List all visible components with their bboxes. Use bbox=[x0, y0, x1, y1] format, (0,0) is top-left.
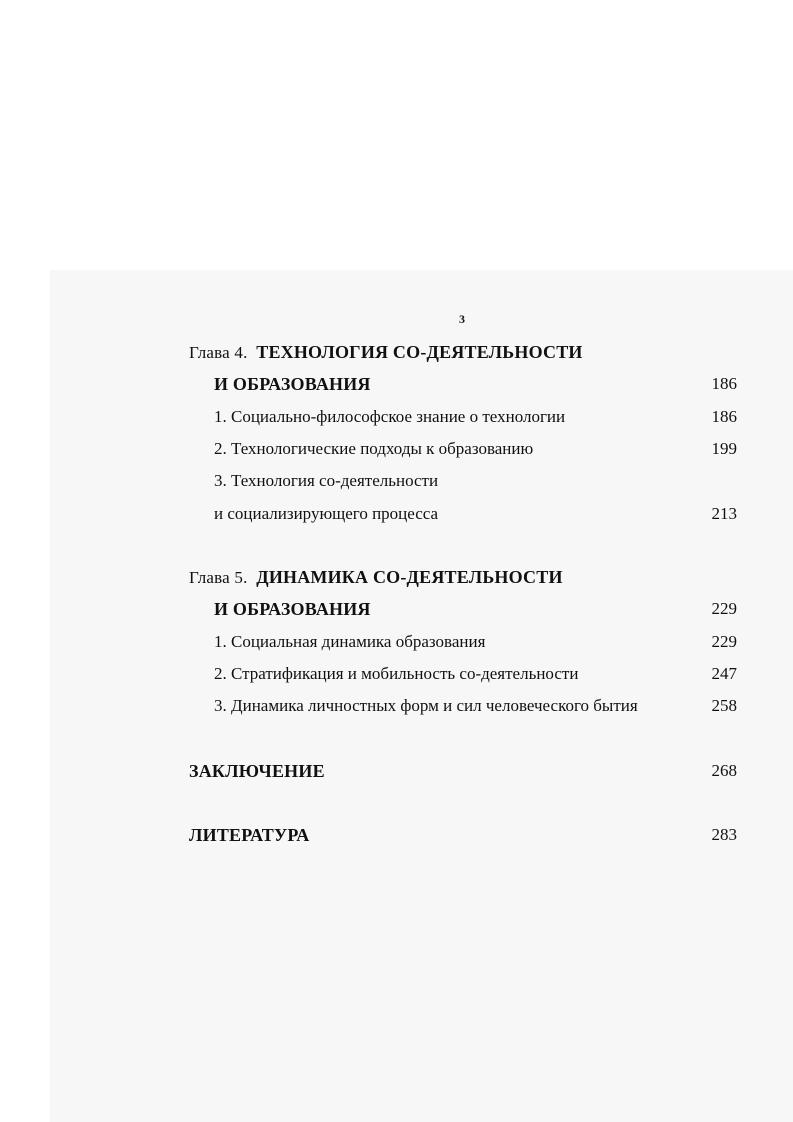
chapter-5-section-2: 2. Стратификация и мобильность со-деятельности bbox=[214, 664, 579, 683]
chapter-4-section-1: 1. Социально-философское знание о технологии bbox=[214, 407, 566, 426]
chapter-5-section-1-page: 229 bbox=[711, 632, 737, 651]
chapter-4-section-1-page: 186 bbox=[711, 407, 737, 426]
chapter-4-title-line2: И ОБРАЗОВАНИЯ bbox=[214, 374, 371, 394]
chapter-5-section-3-page: 258 bbox=[711, 696, 737, 715]
chapter-5-heading bbox=[189, 566, 563, 589]
chapter-4-section-3-page: 213 bbox=[711, 504, 737, 523]
chapter-4-heading bbox=[189, 341, 583, 364]
chapter-4-title-line1: ТЕХНОЛОГИЯ СО-ДЕЯТЕЛЬНОСТИ bbox=[256, 342, 583, 362]
chapter-4-page: 186 bbox=[711, 374, 737, 393]
chapter-4-prefix: Глава 4. bbox=[189, 343, 248, 362]
chapter-4-section-2-page: 199 bbox=[711, 439, 737, 458]
chapter-4-section-2: 2. Технологические подходы к образованию bbox=[214, 439, 534, 458]
chapter-4-section-3: 3. Технология со-деятельности bbox=[214, 471, 439, 490]
chapter-5-section-3: 3. Динамика личностных форм и сил человеческого бытия bbox=[214, 696, 638, 715]
chapter-5-title-line1: ДИНАМИКА СО-ДЕЯТЕЛЬНОСТИ bbox=[256, 567, 563, 587]
conclusion-page: 268 bbox=[711, 761, 737, 780]
chapter-5-prefix: Глава 5. bbox=[189, 568, 248, 587]
chapter-4-section-3-cont: и социализирующего процесса bbox=[214, 504, 439, 523]
page-number: 3 bbox=[459, 312, 465, 326]
conclusion-title: ЗАКЛЮЧЕНИЕ bbox=[189, 761, 325, 781]
chapter-5-section-1: 1. Социальная динамика образования bbox=[214, 632, 486, 651]
chapter-5-section-2-page: 247 bbox=[711, 664, 737, 683]
literature-title: ЛИТЕРАТУРА bbox=[189, 825, 310, 845]
literature-page: 283 bbox=[711, 825, 737, 844]
chapter-5-title-line2: И ОБРАЗОВАНИЯ bbox=[214, 599, 371, 619]
chapter-5-page: 229 bbox=[711, 599, 737, 618]
